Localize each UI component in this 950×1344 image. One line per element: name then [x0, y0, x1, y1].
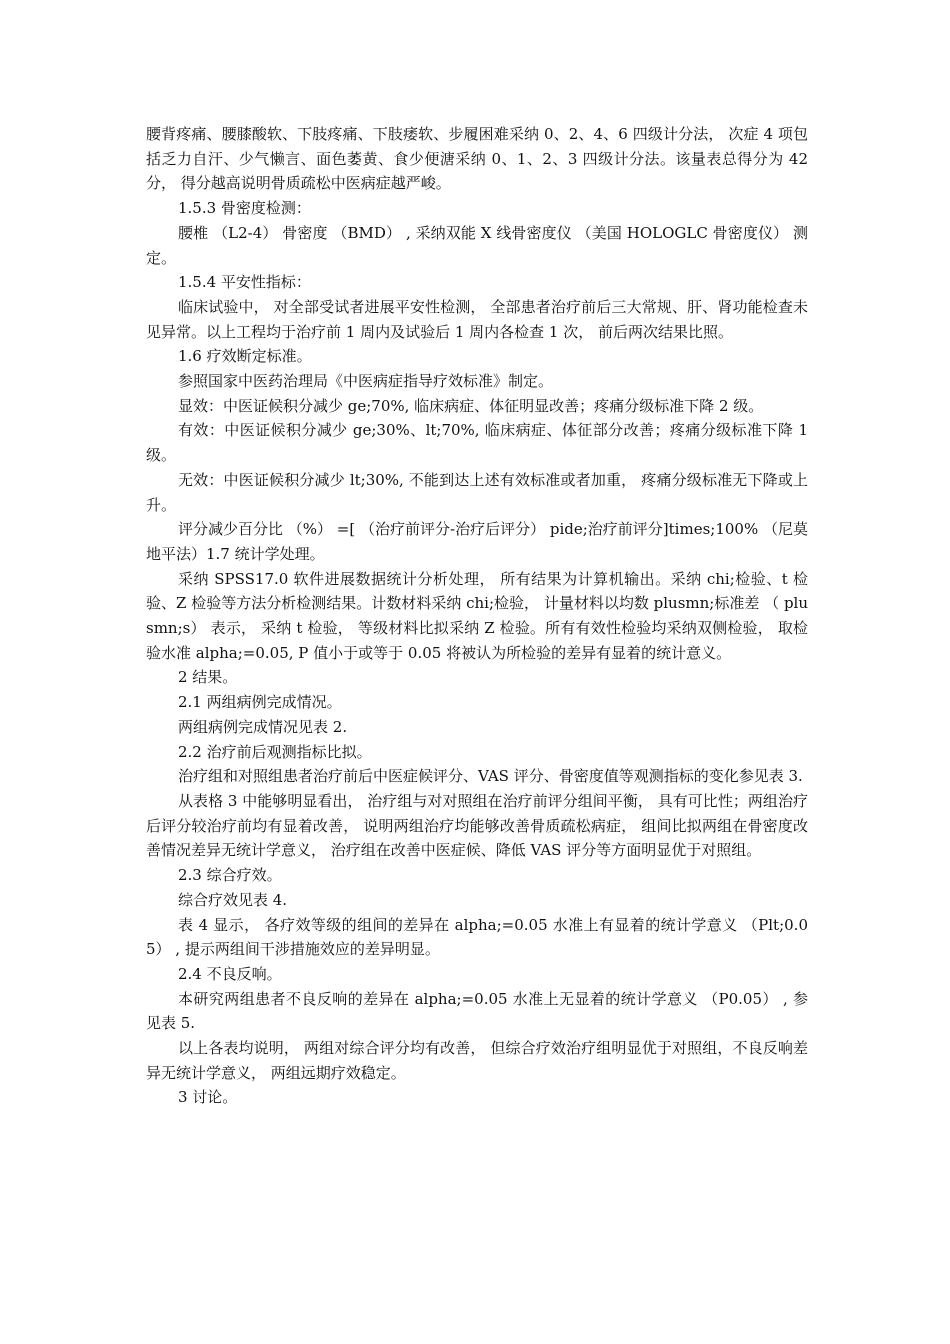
paragraph-summary: 以上各表均说明， 两组对综合评分均有改善， 但综合疗效治疗组明显优于对照组，不良反响差异无统计学意义， 两组远期疗效稳定。 — [146, 1039, 808, 1082]
heading-overall-efficacy: 2.3 综合疗效。 — [178, 866, 282, 885]
heading-indicator-comparison: 2.2 治疗前后观测指标比拟。 — [178, 742, 372, 761]
paragraph-effective: 有效：中医证候积分减少 ge;30%、lt;70%, 临床病症、体征部分改善；疼痛分级标准下降 1 级。 — [146, 421, 808, 465]
paragraph-symptom-scoring: 腰背疼痛、腰膝酸软、下肢疼痛、下肢痿软、步履困难采纳 0、2、4、6 四级计分法， 次症 4 项包括乏力自汗、少气懒言、面色萎黄、食少便溏采纳 0、1、2、3 四级计分法。该量表总得分为 42 分， 得分越高说明骨质疏松中医病症越严峻。 — [146, 125, 808, 193]
paragraph-safety-testing: 临床试验中， 对全部受试者进展平安性检测， 全部患者治疗前后三大常规、肝、肾功能检查未见异常。以上工程均于治疗前 1 周内及试验后 1 周内各检查 1 次， 前后两次结果比照。 — [146, 297, 808, 341]
paragraph-indicator-changes: 治疗组和对照组患者治疗前后中医症候评分、VAS 评分、骨密度值等观测指标的变化参见表 3. — [178, 767, 803, 786]
paragraph-table3-findings: 从表格 3 中能够明显看出， 治疗组与对对照组在治疗前评分组间平衡， 具有可比性；两组治疗后评分较治疗前均有显着改善， 说明两组治疗均能够改善骨质疏松病症， 组间比拟两组在骨密度改善情况差异无统计学意义， 治疗组在改善中医症候、降低 VAS 评分等方面明显优于对照组。 — [146, 791, 808, 860]
heading-efficacy-criteria: 1.6 疗效断定标准。 — [178, 347, 312, 366]
heading-discussion: 3 讨论。 — [178, 1088, 238, 1107]
paragraph-ineffective: 无效：中医证候积分减少 lt;30%, 不能到达上述有效标准或者加重， 疼痛分级标准无下降或上升。 — [146, 470, 808, 514]
paragraph-statistical-analysis: 采纳 SPSS17.0 软件进展数据统计分析处理， 所有结果为计算机输出。采纳 chi;检验、t 检验、Z 检验等方法分析检测结果。计数材料采纳 chi;检验， 计量材料以均数 plusmn;标准差 （ plusmn;s） 表示， 采纳 t 检验， 等级材料比拟采纳 Z 检验。所有有效性检验均采纳双侧检验， 取检验水准 alpha;=0.05, P 值小于或等于 0.05 将被认为所检验的差异有显着的统计意义。 — [146, 569, 808, 662]
heading-case-completion: 2.1 两组病例完成情况。 — [178, 693, 342, 712]
paragraph-table4-findings: 表 4 显示， 各疗效等级的组间的差异在 alpha;=0.05 水准上有显着的统计学意义 （Plt;0.05） , 提示两组间干涉措施效应的差异明显。 — [146, 915, 808, 959]
paragraph-criteria-reference: 参照国家中医药治理局《中医病症指导疗效标准》制定。 — [178, 372, 554, 391]
document-body — [146, 122, 808, 1110]
paragraph-adverse-reactions: 本研究两组患者不良反响的差异在 alpha;=0.05 水准上无显着的统计学意义 （P0.05） , 参见表 5. — [146, 989, 808, 1033]
paragraph-markedly-effective: 显效：中医证候积分减少 ge;70%, 临床病症、体征明显改善；疼痛分级标准下降 2 级。 — [178, 396, 764, 415]
paragraph-bone-density-method: 腰椎 （L2-4） 骨密度 （BMD） , 采纳双能 X 线骨密度仪 （美国 HOLOGLC 骨密度仪） 测定。 — [146, 223, 808, 267]
heading-results: 2 结果。 — [178, 668, 238, 687]
paragraph-score-reduction-formula: 评分减少百分比 （%） =[ （治疗前评分-治疗后评分） pide;治疗前评分]times;100% （尼莫地平法）1.7 统计学处理。 — [146, 520, 808, 563]
paragraph-overall-efficacy: 综合疗效见表 4. — [178, 890, 288, 909]
heading-adverse-reactions: 2.4 不良反响。 — [178, 964, 282, 983]
heading-safety-indicators: 1.5.4 平安性指标： — [178, 273, 311, 292]
paragraph-case-completion: 两组病例完成情况见表 2. — [178, 717, 348, 736]
heading-bone-density-test: 1.5.3 骨密度检测： — [178, 199, 311, 218]
